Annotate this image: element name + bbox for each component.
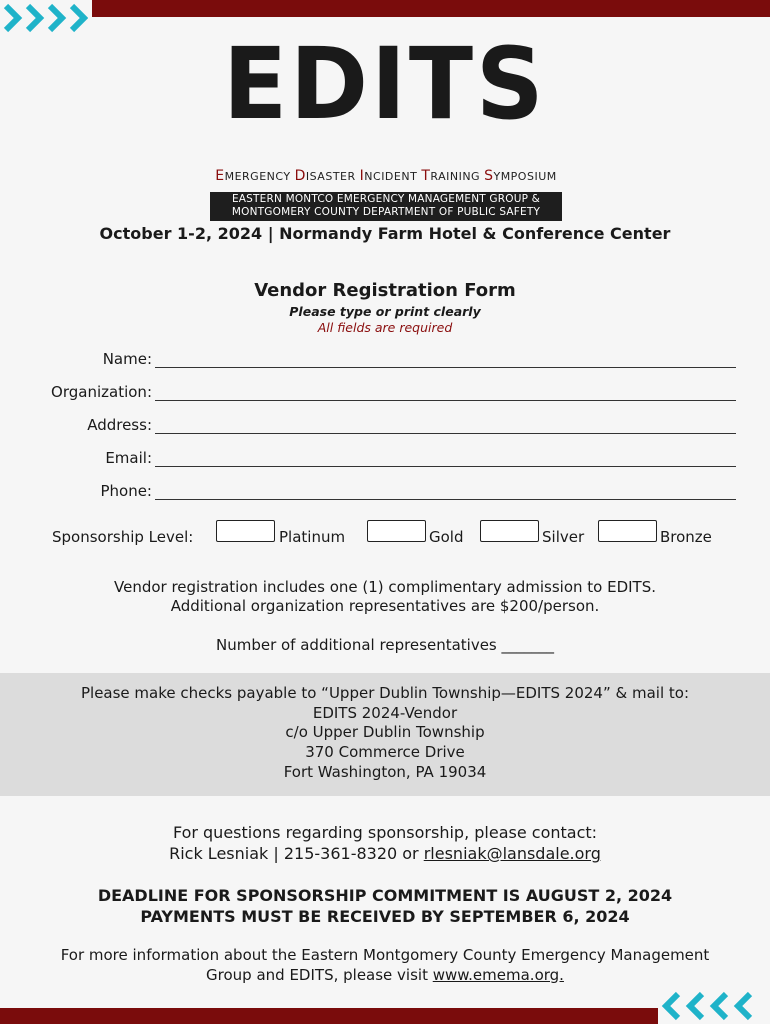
more-info-line-1: For more information about the Eastern Montgomery County Emergency Management <box>60 946 710 964</box>
name-line[interactable] <box>155 367 736 368</box>
sponsorship-level <box>0 520 770 550</box>
more-info <box>0 946 770 985</box>
tagline-rest: NCIDENT <box>364 170 418 183</box>
event-date-venue: October 1-2, 2024 | Normandy Farm Hotel & Conference Center <box>99 224 671 243</box>
bronze-label: Bronze <box>660 528 712 546</box>
tagline-cap: I <box>359 168 365 184</box>
contact-email-link[interactable]: rlesniak@lansdale.org <box>423 844 601 863</box>
name-field[interactable] <box>0 350 770 372</box>
organization-label: Organization: <box>51 383 152 401</box>
chevron-right-icon <box>2 2 88 34</box>
tagline-rest: ISASTER <box>305 170 356 183</box>
contact-line-2 <box>0 843 770 864</box>
silver-checkbox[interactable] <box>480 520 539 542</box>
chevron-left-icon <box>660 990 768 1022</box>
edits-logo <box>208 27 564 221</box>
deadline-notice <box>0 885 770 927</box>
organization-field[interactable] <box>0 383 770 405</box>
contact-name-phone: Rick Lesniak | 215-361-8320 or <box>169 844 424 863</box>
tagline-cap: T <box>421 168 431 184</box>
more-info-line-2 <box>0 966 770 986</box>
payment-line-5: Fort Washington, PA 19034 <box>283 762 487 781</box>
logo-tagline <box>208 168 564 184</box>
gold-checkbox[interactable] <box>367 520 426 542</box>
address-line[interactable] <box>155 433 736 434</box>
bottom-border-bar <box>0 1008 770 1024</box>
payment-line-2: EDITS 2024-Vendor <box>312 703 458 722</box>
tagline-cap: S <box>484 168 494 184</box>
sponsorship-label: Sponsorship Level: <box>52 528 194 546</box>
tagline-rest: RAINING <box>430 170 481 183</box>
phone-label: Phone: <box>100 482 152 500</box>
tagline-cap: D <box>294 168 306 184</box>
phone-field[interactable] <box>0 482 770 504</box>
tagline-rest: MERGENCY <box>224 170 291 183</box>
form-title: Vendor Registration Form <box>254 280 516 301</box>
address-field[interactable] <box>0 416 770 438</box>
phone-line[interactable] <box>155 499 736 500</box>
required-note: All fields are required <box>317 320 453 335</box>
platinum-checkbox[interactable] <box>216 520 275 542</box>
contact-line-1: For questions regarding sponsorship, please contact: <box>172 823 598 842</box>
platinum-label: Platinum <box>279 528 346 546</box>
payment-instructions <box>0 673 770 796</box>
logo-org-box <box>210 192 562 221</box>
admission-line-1: Vendor registration includes one (1) complimentary admission to EDITS. <box>114 578 656 596</box>
form-subtitle: Please type or print clearly <box>289 304 481 319</box>
payment-line-4: 370 Commerce Drive <box>305 743 465 762</box>
admission-text <box>0 578 770 616</box>
email-line[interactable] <box>155 466 736 467</box>
top-border-bar <box>0 0 770 17</box>
admission-line-2: Additional organization representatives are $200/person. <box>170 597 600 615</box>
address-label: Address: <box>87 416 152 434</box>
additional-representatives: Number of additional representatives _______ <box>215 636 555 654</box>
payment-line-1: Please make checks payable to “Upper Dublin Township—EDITS 2024” & mail to: <box>80 684 689 702</box>
name-label: Name: <box>102 350 152 368</box>
bronze-checkbox[interactable] <box>598 520 657 542</box>
contact-info <box>0 822 770 864</box>
silver-label: Silver <box>542 528 585 546</box>
email-field[interactable] <box>0 449 770 471</box>
tagline-cap: E <box>215 168 225 184</box>
deadline-line-1: DEADLINE FOR SPONSORSHIP COMMITMENT IS AUGUST 2, 2024 <box>97 886 673 905</box>
logo-org-line1: EASTERN MONTCO EMERGENCY MANAGEMENT GROUP & <box>231 193 541 205</box>
organization-line[interactable] <box>155 400 736 401</box>
email-label: Email: <box>105 449 152 467</box>
payment-line-3: c/o Upper Dublin Township <box>285 723 485 742</box>
website-link[interactable]: www.emema.org. <box>432 965 564 984</box>
deadline-line-2: PAYMENTS MUST BE RECEIVED BY SEPTEMBER 6, 2024 <box>140 907 630 926</box>
logo-org-line2: MONTGOMERY COUNTY DEPARTMENT OF PUBLIC SAFETY <box>231 206 541 218</box>
more-info-prefix: Group and EDITS, please visit <box>206 965 433 984</box>
tagline-rest: YMPOSIUM <box>493 170 557 183</box>
gold-label: Gold <box>429 528 464 546</box>
logo-wordmark: EDITS <box>222 27 547 142</box>
